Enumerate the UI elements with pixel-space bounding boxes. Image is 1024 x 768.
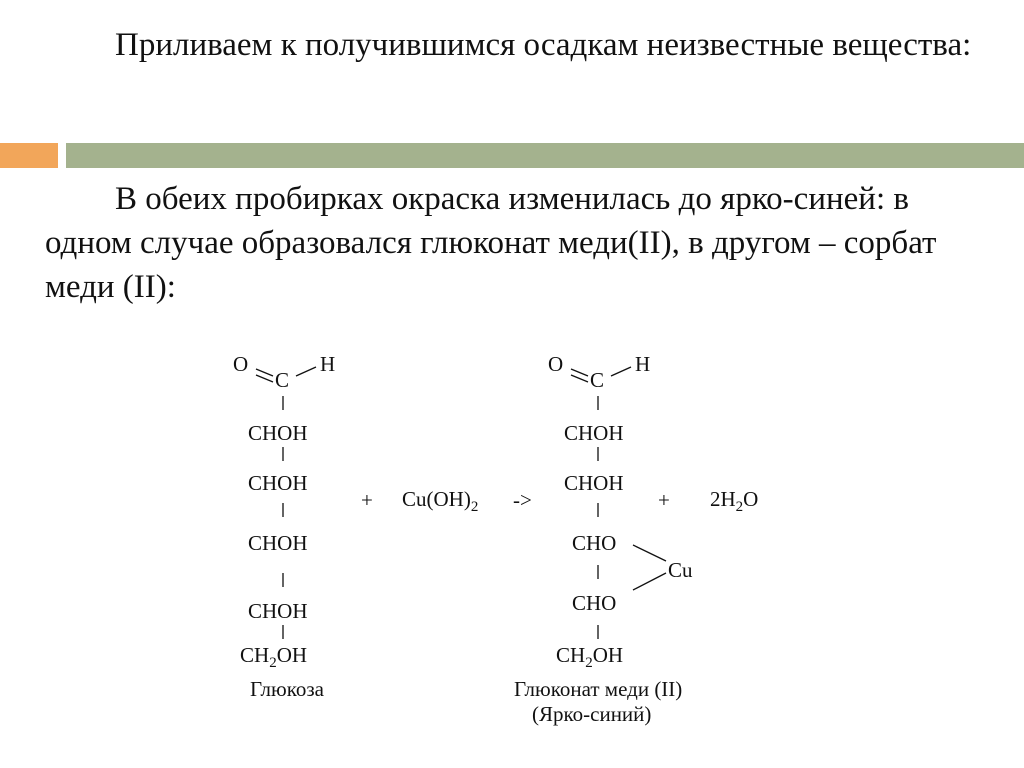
reaction-arrow: -> (513, 488, 532, 512)
reagent-cu-oh2: $Cu(OH)_2$ (402, 487, 479, 515)
glucose-ch2oh: $CH_2OH$ (240, 643, 308, 671)
product-cho-1: CHO (572, 531, 617, 555)
water: $2H_2O$ (710, 487, 759, 515)
plus-sign-1: + (361, 488, 373, 512)
product-bond-cu-2 (633, 573, 666, 590)
product-cho-2: CHO (572, 591, 617, 615)
glucose-chohrow-2: CHOH (248, 471, 308, 495)
paragraph-intro-text: Приливаем к получившимся осадкам неизвестные вещества: (115, 27, 972, 63)
glucose-label: Глюкоза (250, 677, 324, 701)
glucose-chohrow-4: CHOH (248, 599, 308, 623)
product-bond-cu-1 (633, 545, 666, 561)
paragraph-result-text: В обеих пробирках окраска изменилась до ярко-синей: в одном случае образовался глюконат меди(II), в другом – сорбат меди (II): (45, 181, 937, 305)
product-note: (Ярко-синий) (532, 702, 652, 726)
product-copper: Cu (668, 558, 693, 582)
product-aldehyde-c: C (590, 368, 605, 392)
glucose-double-bond-2 (256, 375, 273, 382)
plus-sign-2: + (658, 488, 670, 512)
glucose-aldehyde-c: C (275, 368, 290, 392)
product-label: Глюконат меди (II) (514, 677, 683, 701)
product-aldehyde-h: H (635, 352, 651, 376)
product-aldehyde-o: O (548, 352, 564, 376)
copper-gluconate-structure (514, 352, 693, 726)
product-chohrow-1: CHOH (564, 421, 624, 445)
glucose-aldehyde-h: H (320, 352, 336, 376)
product-chohrow-2: CHOH (564, 471, 624, 495)
product-double-bond-1 (571, 369, 588, 376)
glucose-bond-h (296, 367, 316, 376)
product-ch2oh: $CH_2OH$ (556, 643, 624, 671)
glucose-double-bond-1 (256, 369, 273, 376)
glucose-structure (233, 352, 335, 701)
glucose-chohrow-1: CHOH (248, 421, 308, 445)
glucose-chohrow-3: CHOH (248, 531, 308, 555)
product-double-bond-2 (571, 375, 588, 382)
glucose-aldehyde-o: O (233, 352, 249, 376)
product-bond-h (611, 367, 631, 376)
